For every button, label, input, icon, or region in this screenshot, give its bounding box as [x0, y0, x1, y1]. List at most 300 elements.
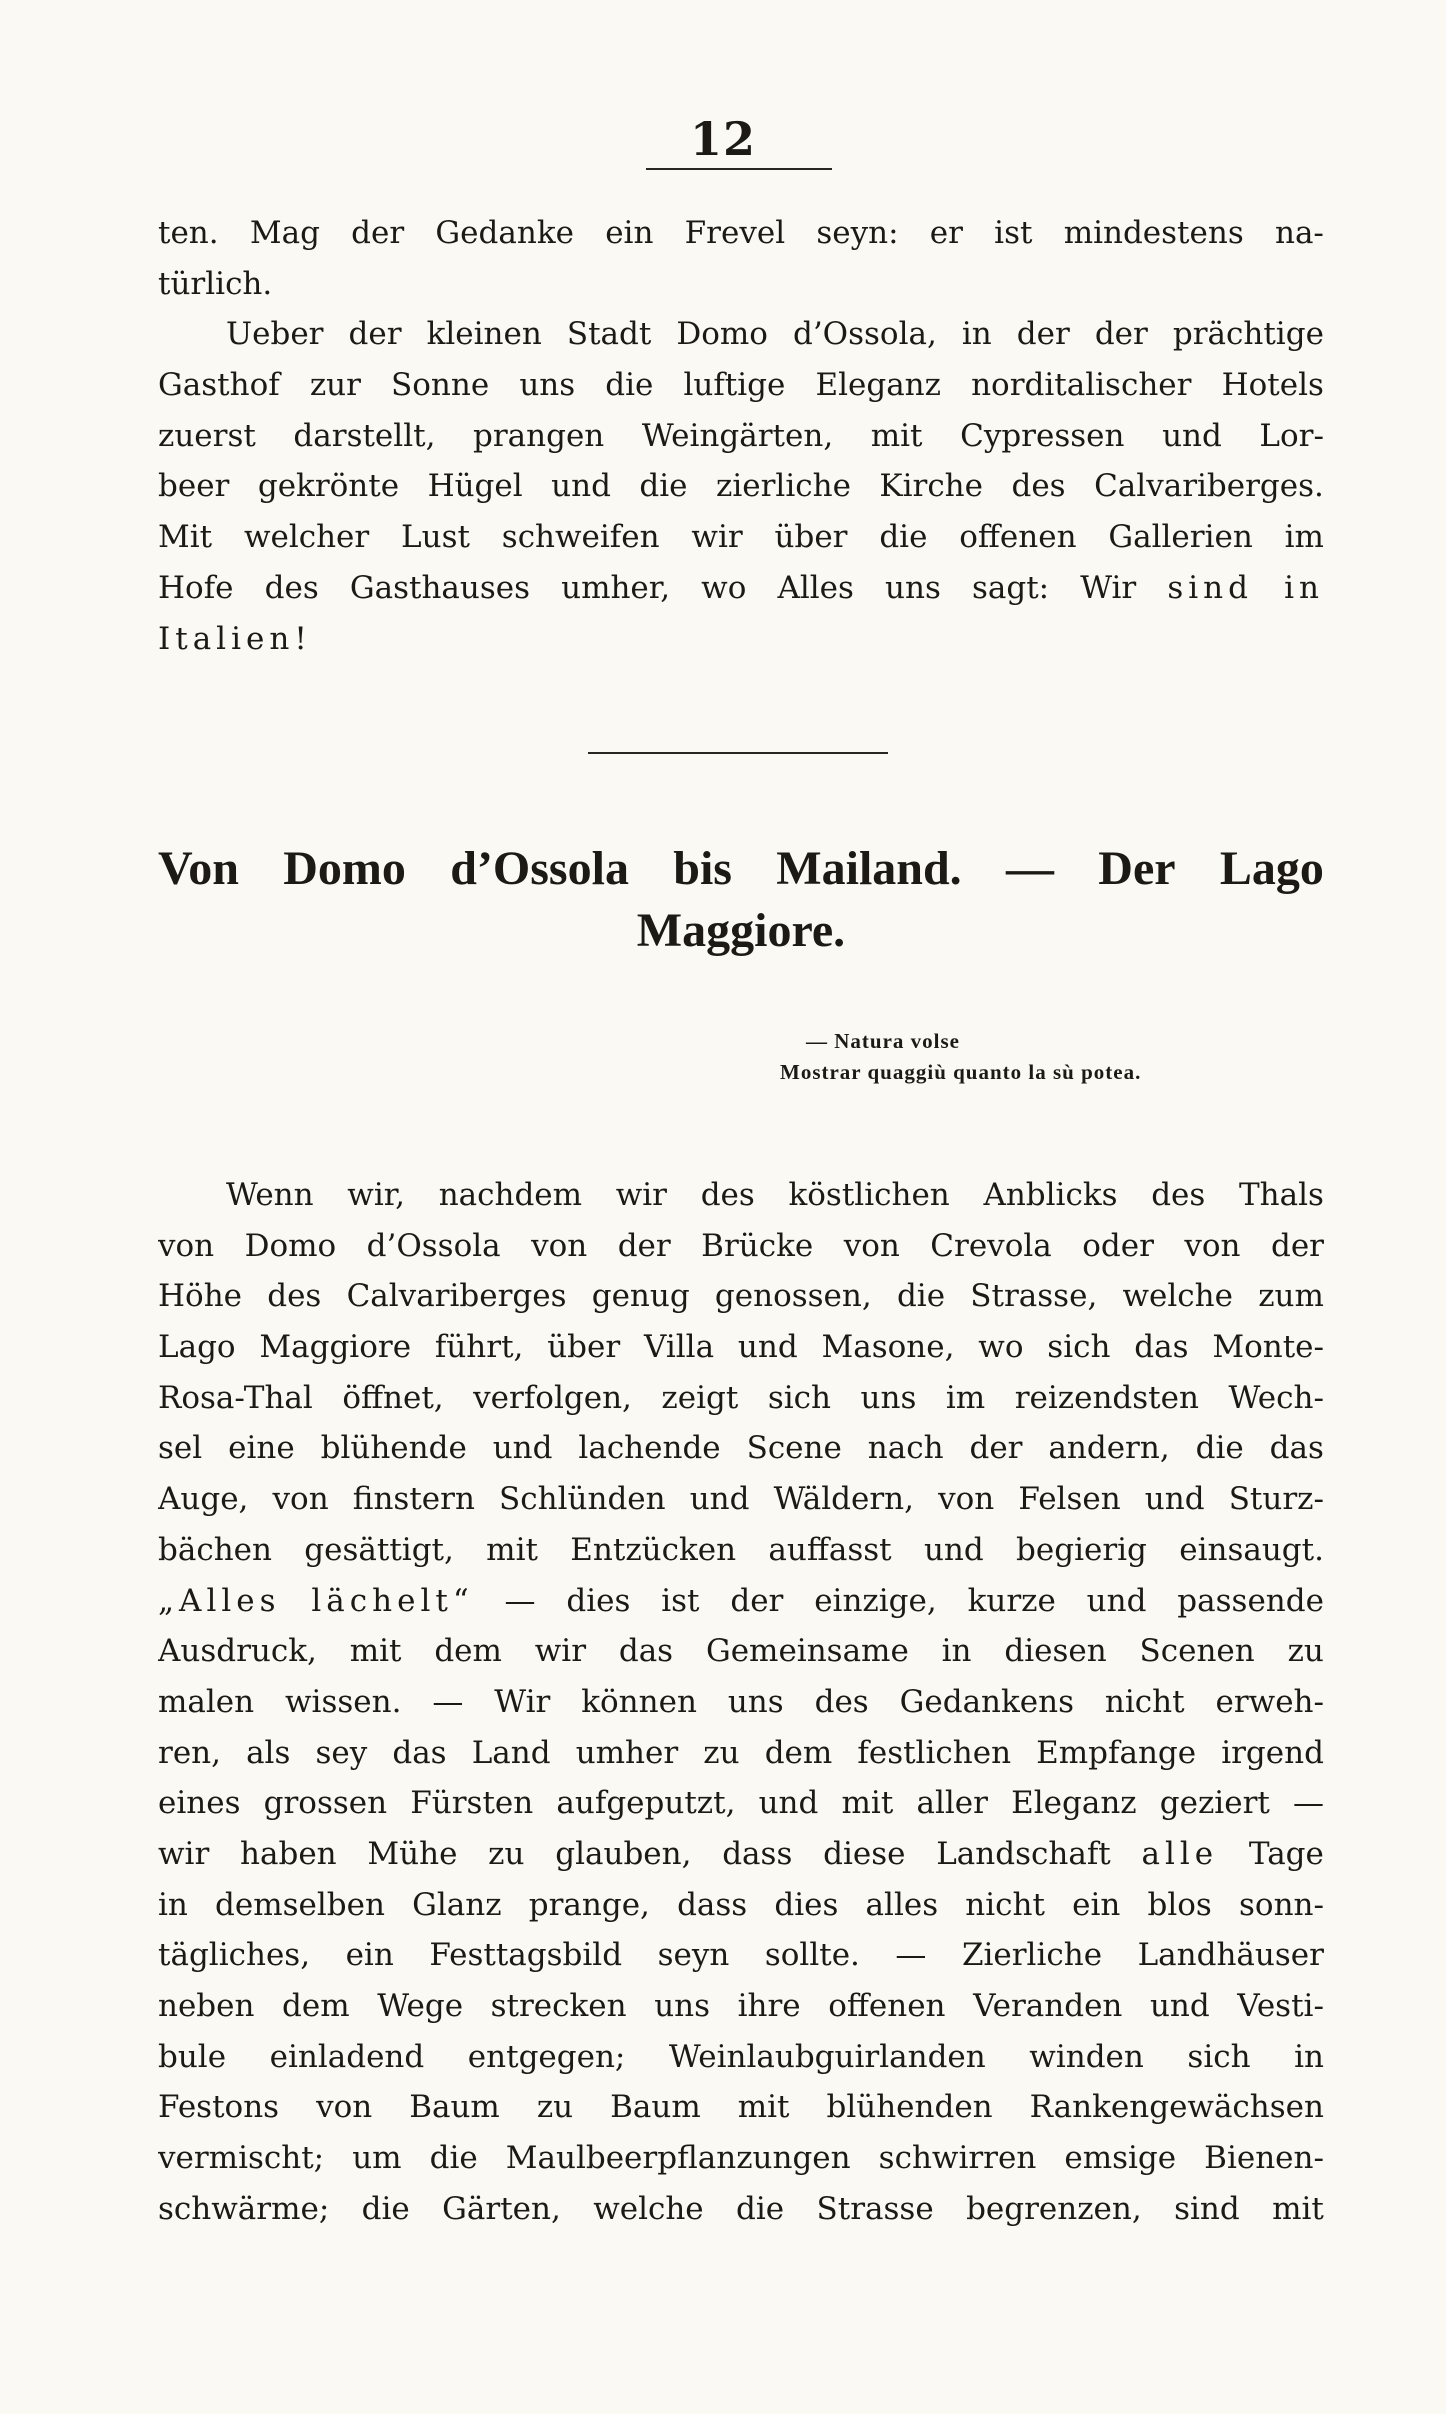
word: Sturz- — [1228, 1481, 1324, 1518]
word: von — [843, 1227, 900, 1264]
epigraph-line-2: Mostrar quaggiù quanto la sù potea. — [780, 1060, 1142, 1084]
word: nach — [867, 1430, 944, 1467]
word: aller — [916, 1785, 988, 1822]
word: Auge, — [158, 1481, 249, 1518]
word: in — [941, 1633, 972, 1670]
word: Alles — [777, 569, 854, 606]
text-line — [158, 1474, 1324, 1525]
word: emsige — [1064, 2140, 1177, 2177]
word: welche — [593, 2190, 704, 2227]
word: über — [774, 519, 848, 556]
word: Domo — [244, 1227, 337, 1264]
word: malen — [158, 1683, 255, 1720]
word: prange, — [528, 1886, 650, 1923]
word: dies — [566, 1582, 631, 1619]
word: Festtagsbild — [429, 1937, 623, 1974]
word: Landhäuser — [1137, 1937, 1324, 1974]
word: Höhe — [158, 1278, 243, 1315]
word: nicht — [965, 1886, 1045, 1923]
word: Wege — [377, 1988, 464, 2024]
word: begrenzen, — [966, 2190, 1142, 2227]
word: Mühe — [367, 1835, 458, 1872]
word: die — [361, 2190, 410, 2227]
word: eine — [228, 1430, 295, 1467]
word: — — [504, 1582, 536, 1619]
word: zeigt — [661, 1379, 739, 1416]
word: festlichen — [857, 1734, 1012, 1771]
word: wissen. — [285, 1683, 402, 1720]
word: in — [961, 316, 992, 353]
heading-word: d’Ossola — [450, 842, 629, 895]
word: Festons — [158, 2089, 280, 2126]
word: verfolgen, — [473, 1379, 632, 1416]
word: umher — [575, 1734, 679, 1771]
word: Tage — [1248, 1835, 1324, 1872]
text-line — [158, 512, 1324, 563]
word: können — [581, 1683, 697, 1720]
word: na- — [1274, 215, 1324, 251]
heading-word: Von — [158, 842, 239, 895]
word: begierig — [1016, 1531, 1147, 1568]
word: sonn- — [1239, 1886, 1324, 1923]
word: kurze — [967, 1582, 1056, 1619]
word: und — [551, 468, 611, 505]
word: Maulbeerpflanzungen — [505, 2140, 851, 2177]
word: in — [158, 1886, 188, 1923]
word: der — [1270, 1227, 1324, 1264]
word: sich — [767, 1379, 831, 1416]
text-line — [158, 1576, 1324, 1627]
word: sollte. — [764, 1937, 860, 1974]
text-line — [158, 1170, 1324, 1221]
word: reizendsten — [1014, 1379, 1199, 1416]
word: Bienen- — [1204, 2140, 1324, 2177]
word: und — [923, 1531, 984, 1568]
text-line — [158, 563, 1324, 614]
word: führt, — [434, 1329, 524, 1366]
word: Maggiore — [259, 1329, 412, 1366]
word: Empfange — [1036, 1734, 1197, 1771]
word: — — [432, 1683, 464, 1720]
word: blühenden — [826, 2089, 993, 2126]
word: des — [264, 569, 319, 606]
word: von — [272, 1481, 329, 1518]
word: vermischt; — [158, 2140, 325, 2177]
word: mit — [349, 1633, 402, 1670]
word: Landschaft — [936, 1835, 1111, 1872]
word: kleinen — [426, 316, 542, 353]
text-line — [158, 2082, 1324, 2133]
word: sel — [158, 1430, 203, 1467]
word: der — [1016, 316, 1070, 353]
word: Vesti- — [1237, 1988, 1324, 2024]
word: Land — [471, 1734, 551, 1771]
word: Gärten, — [442, 2190, 561, 2227]
word: d’Ossola, — [792, 316, 937, 353]
text-line — [158, 1728, 1324, 1779]
word: Rosa-Thal — [158, 1379, 313, 1416]
word: demselben — [215, 1886, 385, 1923]
word: über — [547, 1329, 621, 1366]
text-line — [158, 1981, 1324, 2032]
word: uns — [860, 1379, 917, 1416]
text-line — [158, 1322, 1324, 1373]
text-line — [158, 309, 1324, 360]
word: dass — [677, 1886, 748, 1923]
word: um — [352, 2140, 402, 2177]
word: Villa — [644, 1329, 715, 1366]
word: Entzücken — [570, 1531, 737, 1568]
word: ten. — [158, 215, 219, 251]
page-number: 12 — [689, 112, 756, 166]
text-line — [158, 1373, 1324, 1424]
text-line — [158, 461, 1324, 512]
word: öffnet, — [342, 1379, 444, 1416]
word: der — [348, 316, 402, 353]
word: sey — [315, 1734, 368, 1771]
word: Italien! — [158, 620, 312, 657]
word: sagt: — [971, 569, 1050, 606]
word: wo — [701, 569, 747, 606]
word: Lago — [158, 1329, 236, 1366]
word: diese — [823, 1835, 906, 1872]
word: irgend — [1221, 1734, 1324, 1771]
word: uns — [727, 1683, 784, 1720]
word: der — [351, 215, 405, 251]
word: türlich. — [158, 265, 273, 302]
word: diesen — [1004, 1633, 1107, 1670]
word: ein — [605, 215, 654, 251]
word: und — [1149, 1988, 1210, 2024]
word: mit — [1272, 2190, 1324, 2227]
epigraph — [780, 1026, 1141, 1088]
word: strecken — [490, 1988, 627, 2024]
text-line — [158, 614, 1324, 665]
word: einladend — [269, 2038, 425, 2075]
word: und — [737, 1329, 798, 1366]
word: Gasthof — [158, 367, 280, 404]
heading-word: Domo — [283, 842, 406, 895]
text-line — [158, 2184, 1324, 2235]
word: Masone, — [821, 1329, 955, 1366]
word: Ausdruck, — [158, 1633, 317, 1670]
word: finstern — [352, 1481, 475, 1518]
word: zu — [1287, 1633, 1324, 1670]
word: Fürsten — [410, 1785, 534, 1822]
word: Stadt — [566, 316, 652, 353]
word: das — [1269, 1430, 1324, 1467]
word: bächen — [158, 1531, 272, 1568]
word: Felsen — [1018, 1481, 1121, 1518]
word: und — [758, 1785, 819, 1822]
word: gesättigt, — [304, 1531, 454, 1568]
heading-word: — — [1005, 842, 1054, 895]
text-line — [158, 208, 1324, 259]
word: offenen — [959, 519, 1077, 556]
word: die — [879, 519, 928, 556]
word: ein — [1072, 1886, 1121, 1923]
word: umher, — [561, 569, 671, 606]
word: mit — [841, 1785, 894, 1822]
word: zu — [703, 1734, 740, 1771]
word: Domo — [676, 316, 768, 353]
word: das — [618, 1633, 674, 1670]
word: bule — [158, 2038, 227, 2075]
word: Gemeinsame — [705, 1633, 909, 1670]
word: nicht — [1104, 1683, 1185, 1720]
word: von — [938, 1481, 995, 1518]
word: uns — [654, 1988, 711, 2024]
word: der — [730, 1582, 784, 1619]
word: und — [1144, 1481, 1205, 1518]
word: wir — [158, 1835, 210, 1872]
word: darstellt, — [293, 417, 436, 454]
heading-line-2: Maggiore. — [636, 904, 846, 957]
word: ihre — [737, 1988, 801, 2024]
word: wir — [615, 1177, 668, 1213]
word: prächtige — [1172, 316, 1324, 353]
word: Gedanke — [435, 215, 574, 251]
word: auffasst — [768, 1531, 892, 1568]
word: als — [246, 1734, 291, 1771]
section-divider — [588, 752, 888, 754]
word: dem — [764, 1734, 833, 1771]
word: wo — [978, 1329, 1024, 1366]
word: Gasthauses — [349, 569, 531, 606]
word: ren, — [158, 1734, 221, 1771]
text-line — [158, 1778, 1324, 1829]
intro-paragraphs — [158, 208, 1324, 664]
word: — — [895, 1937, 927, 1974]
word: mit — [486, 1531, 538, 1568]
word: beer — [158, 468, 230, 505]
text-line — [158, 1880, 1324, 1931]
word: Ueber — [226, 316, 324, 353]
text-line — [158, 1271, 1324, 1322]
word: die — [1195, 1430, 1244, 1467]
word: im — [945, 1379, 986, 1416]
word: lachende — [578, 1430, 721, 1467]
word: die — [605, 367, 654, 404]
word: zum — [1258, 1278, 1324, 1315]
word: schwirren — [878, 2140, 1037, 2177]
word: und — [492, 1430, 553, 1467]
word: Calvariberges. — [1094, 468, 1324, 505]
text-line — [158, 2032, 1324, 2083]
heading-word: Mailand. — [776, 842, 962, 895]
word: sind — [1174, 2190, 1240, 2227]
word: dem — [282, 1988, 350, 2024]
word: aufgeputzt, — [556, 1785, 736, 1822]
word: das — [392, 1734, 447, 1771]
word: Lust — [401, 519, 470, 556]
word: dass — [722, 1835, 793, 1872]
word: Anblicks — [983, 1177, 1118, 1213]
word: einsaugt. — [1179, 1531, 1324, 1568]
word: norditalischer — [971, 367, 1192, 404]
heading-word: Der — [1098, 842, 1176, 895]
word: Brücke — [701, 1227, 814, 1264]
word: Baum — [409, 2089, 500, 2126]
word: sind — [1167, 569, 1253, 606]
text-line — [158, 1677, 1324, 1728]
word: Scene — [746, 1430, 842, 1467]
word: des — [267, 1278, 322, 1315]
word: dem — [434, 1633, 502, 1670]
word: wir — [534, 1633, 587, 1670]
word: mit — [737, 2089, 790, 2126]
word: des — [1011, 468, 1066, 505]
word: köstlichen — [788, 1177, 950, 1213]
word: ist — [661, 1582, 700, 1619]
word: Frevel — [684, 215, 786, 251]
word: von — [531, 1227, 588, 1264]
word: sich — [1047, 1329, 1111, 1366]
word: ein — [345, 1937, 394, 1974]
word: Mit — [158, 519, 213, 556]
word: seyn — [657, 1937, 730, 1974]
text-line — [158, 259, 1324, 310]
word: Veranden — [973, 1988, 1123, 2024]
word: Eleganz — [1011, 1785, 1137, 1822]
heading-word: Lago — [1219, 842, 1324, 895]
word: grossen — [263, 1785, 388, 1822]
text-line — [158, 360, 1324, 411]
word: oder — [1082, 1227, 1154, 1264]
word: uns — [519, 367, 576, 404]
page-number-rule — [646, 168, 832, 170]
word: passende — [1177, 1582, 1324, 1619]
word: Cypressen — [960, 417, 1125, 454]
word: zu — [536, 2089, 574, 2126]
word: Wäldern, — [773, 1481, 915, 1518]
text-line — [158, 1423, 1324, 1474]
word: sich — [1187, 2038, 1251, 2075]
word: zu — [488, 1835, 525, 1872]
word: die — [736, 2190, 785, 2227]
word: Wir — [1080, 569, 1137, 606]
word: von — [158, 1227, 215, 1264]
word: Glanz — [412, 1886, 502, 1923]
word: glauben, — [555, 1835, 692, 1872]
text-line — [158, 1829, 1324, 1880]
word: blos — [1147, 1886, 1212, 1923]
word: welcher — [243, 519, 370, 556]
word: Wech- — [1228, 1379, 1324, 1416]
word: uns — [885, 569, 941, 606]
word: und — [689, 1481, 750, 1518]
word: eines — [158, 1785, 241, 1822]
word: lächelt“ — [311, 1582, 474, 1619]
word: im — [1284, 519, 1324, 556]
word: Gedankens — [899, 1683, 1075, 1720]
word: Strasse, — [970, 1278, 1098, 1315]
word: andern, — [1048, 1430, 1170, 1467]
word: zuerst — [158, 417, 256, 454]
word: Hotels — [1221, 367, 1324, 404]
word: genossen, — [714, 1278, 872, 1315]
word: zur — [309, 367, 361, 404]
word: haben — [240, 1835, 337, 1872]
word: schweifen — [501, 519, 660, 556]
word: Strasse — [816, 2190, 934, 2227]
word: seyn: — [816, 215, 899, 251]
word: Thals — [1238, 1177, 1324, 1213]
epigraph-line-1: — Natura volse — [806, 1029, 960, 1053]
word: ist — [994, 215, 1033, 251]
word: genug — [591, 1278, 690, 1315]
word: der — [969, 1430, 1023, 1467]
text-line — [158, 1221, 1324, 1272]
word: von — [1184, 1227, 1241, 1264]
word: erweh- — [1215, 1683, 1324, 1720]
word: prangen — [473, 417, 605, 454]
word: nachdem — [438, 1177, 583, 1213]
section-heading — [158, 838, 1324, 962]
word: wir — [691, 519, 743, 556]
text-line — [158, 411, 1324, 462]
word: Hügel — [427, 468, 523, 505]
word: des — [1151, 1177, 1206, 1213]
word: — — [1293, 1785, 1324, 1822]
word: mit — [870, 417, 923, 454]
word: Hofe — [158, 569, 234, 606]
word: dies — [774, 1886, 839, 1923]
word: in — [1294, 2038, 1324, 2075]
word: Monte- — [1212, 1329, 1324, 1366]
word: Lor- — [1259, 417, 1324, 454]
word: er — [929, 215, 963, 251]
word: Schlünden — [499, 1481, 666, 1518]
word: mindestens — [1063, 215, 1244, 251]
text-line — [158, 1525, 1324, 1576]
word: wir, — [347, 1177, 406, 1213]
word: und — [1086, 1582, 1147, 1619]
word: winden — [1029, 2038, 1144, 2075]
word: des — [814, 1683, 869, 1720]
word: Gallerien — [1108, 519, 1253, 556]
word: einzige, — [814, 1582, 937, 1619]
word: gekrönte — [257, 468, 400, 505]
word: schwärme; — [158, 2190, 330, 2227]
heading-word: bis — [673, 842, 732, 895]
word: Weingärten, — [641, 417, 834, 454]
word: „Alles — [158, 1582, 281, 1619]
word: tägliches, — [158, 1937, 311, 1974]
word: alles — [865, 1886, 939, 1923]
text-line — [158, 2133, 1324, 2184]
text-line — [158, 1626, 1324, 1677]
main-paragraphs — [158, 1170, 1324, 2234]
word: neben — [158, 1988, 255, 2024]
word: Kirche — [879, 468, 983, 505]
word: in — [1284, 569, 1324, 606]
word: Eleganz — [815, 367, 941, 404]
word: d’Ossola — [366, 1227, 501, 1264]
word: der — [1094, 316, 1148, 353]
word: alle — [1141, 1835, 1219, 1872]
word: entgegen; — [467, 2038, 626, 2075]
word: Weinlaubguirlanden — [668, 2038, 986, 2075]
word: Rankengewächsen — [1029, 2089, 1324, 2126]
word: Crevola — [930, 1227, 1052, 1264]
word: luftige — [683, 367, 786, 404]
word: der — [617, 1227, 671, 1264]
word: die — [896, 1278, 946, 1315]
word: Calvariberges — [346, 1278, 567, 1315]
word: die — [429, 2140, 478, 2177]
word: Sonne — [391, 367, 490, 404]
